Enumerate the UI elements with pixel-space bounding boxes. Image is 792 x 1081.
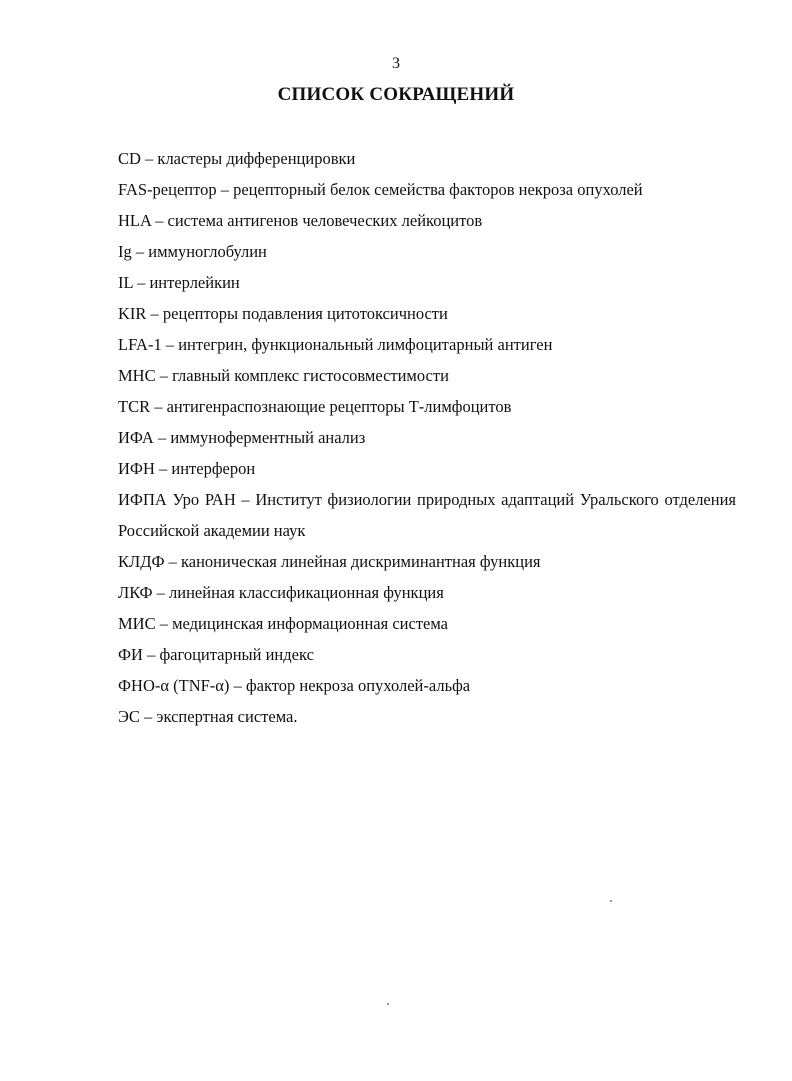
- abbr-term: LFA-1: [118, 335, 162, 354]
- abbr-definition: фагоцитарный индекс: [159, 645, 314, 664]
- abbr-term: IL: [118, 273, 133, 292]
- dash-separator: [217, 180, 234, 199]
- list-item: [118, 174, 736, 205]
- abbr-definition: система антигенов человеческих лейкоцитов: [167, 211, 483, 230]
- list-item: [118, 205, 736, 236]
- abbr-term: ИФА: [118, 428, 154, 447]
- abbr-definition: экспертная система.: [156, 707, 298, 726]
- dash-separator: [154, 428, 171, 447]
- dash-separator: [162, 335, 179, 354]
- dash-separator: [236, 490, 256, 509]
- dash-separator: [151, 211, 168, 230]
- scan-speck: [610, 900, 612, 902]
- list-item: [118, 236, 736, 267]
- dash-separator: [132, 242, 149, 261]
- abbr-term: FAS-рецептор: [118, 180, 217, 199]
- list-item: [118, 546, 736, 577]
- abbr-definition: антигенраспознающие рецепторы Т-лимфоцитов: [166, 397, 512, 416]
- abbr-definition: фактор некроза опухолей-альфа: [245, 676, 471, 695]
- dash-separator: [155, 459, 172, 478]
- abbr-term: МИС: [118, 614, 156, 633]
- abbr-term: ЛКФ: [118, 583, 153, 602]
- abbr-term: HLA: [118, 211, 151, 230]
- abbr-term: ИФН: [118, 459, 155, 478]
- dash-separator: [133, 273, 150, 292]
- list-item: [118, 360, 736, 391]
- dash-separator: [150, 397, 167, 416]
- abbr-definition: линейная классификационная функция: [169, 583, 444, 602]
- dash-separator: [165, 552, 182, 571]
- abbr-definition: Институт физиологии природных адаптаций Уральского отделения Российской академии наук: [118, 490, 737, 540]
- abbr-definition: интерферон: [171, 459, 256, 478]
- abbr-term: ИФПА Уро РАН: [118, 490, 236, 509]
- dash-separator: [156, 366, 173, 385]
- abbr-term: Ig: [118, 242, 132, 261]
- abbr-term: ФИ: [118, 645, 143, 664]
- dash-separator: [141, 149, 158, 168]
- dash-separator: [143, 645, 160, 664]
- list-item: [118, 298, 736, 329]
- abbr-term: КЛДФ: [118, 552, 165, 571]
- abbr-term: ЭС: [118, 707, 140, 726]
- dash-separator: [140, 707, 157, 726]
- page-title: СПИСОК СОКРАЩЕНИЙ: [277, 84, 515, 105]
- list-item: [118, 453, 736, 484]
- dash-separator: [153, 583, 170, 602]
- list-item: [118, 422, 736, 453]
- abbr-definition: каноническая линейная дискриминантная функция: [181, 552, 541, 571]
- abbr-definition: интегрин, функциональный лимфоцитарный антиген: [178, 335, 553, 354]
- dash-separator: [156, 614, 173, 633]
- abbr-definition: рецепторный белок семейства факторов некроза опухолей: [233, 180, 643, 199]
- scan-speck: [387, 1003, 389, 1005]
- abbr-definition: иммуноглобулин: [148, 242, 267, 261]
- abbr-definition: интерлейкин: [149, 273, 240, 292]
- abbr-term: KIR: [118, 304, 147, 323]
- abbr-term: TCR: [118, 397, 151, 416]
- abbr-definition: иммуноферментный анализ: [170, 428, 366, 447]
- list-item: [118, 484, 736, 546]
- abbreviation-list: [118, 143, 736, 732]
- abbr-term: MHC: [118, 366, 156, 385]
- list-item: [118, 143, 736, 174]
- page-number: 3: [392, 55, 400, 72]
- list-item: [118, 639, 736, 670]
- list-item: [118, 670, 736, 701]
- abbr-definition: рецепторы подавления цитотоксичности: [162, 304, 448, 323]
- dash-separator: [229, 676, 246, 695]
- abbr-term: ФНО-α (TNF-α): [118, 676, 230, 695]
- dash-separator: [146, 304, 163, 323]
- abbr-definition: медицинская информационная система: [172, 614, 449, 633]
- list-item: [118, 701, 736, 732]
- abbr-term: CD: [118, 149, 141, 168]
- list-item: [118, 329, 736, 360]
- list-item: [118, 267, 736, 298]
- abbr-definition: кластеры дифференцировки: [157, 149, 356, 168]
- list-item: [118, 577, 736, 608]
- abbr-definition: главный комплекс гистосовместимости: [172, 366, 449, 385]
- list-item: [118, 608, 736, 639]
- list-item: [118, 391, 736, 422]
